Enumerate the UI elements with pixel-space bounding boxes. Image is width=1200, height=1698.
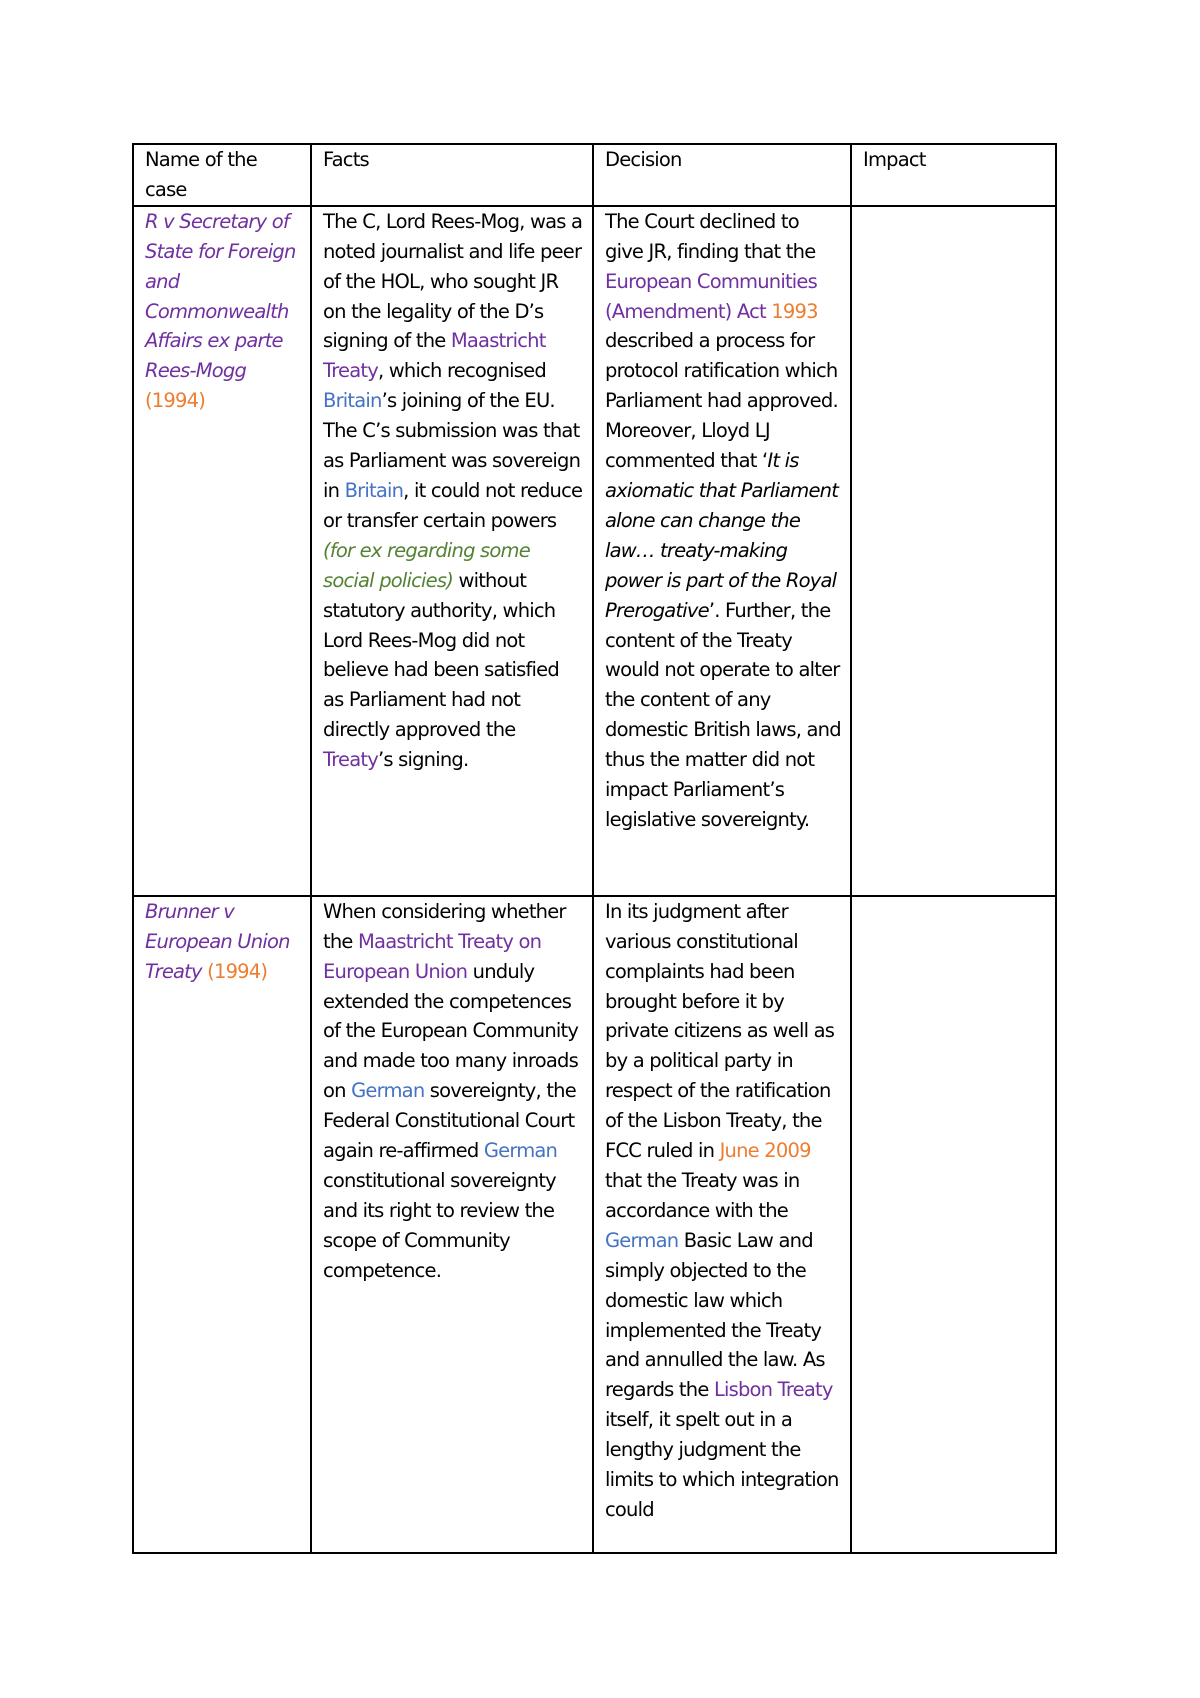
- header-label: Decision: [605, 148, 682, 171]
- text-segment: (for ex regarding some social policies): [323, 538, 530, 592]
- facts-cell: [311, 896, 593, 1553]
- text-segment: Britain: [323, 389, 382, 413]
- text-segment: German: [483, 1139, 558, 1163]
- text-segment: Lisbon Treaty: [713, 1378, 833, 1402]
- case-table: [132, 143, 1057, 1554]
- header-label: Facts: [323, 148, 369, 171]
- text-segment: constitutional sovereignty and its right to review the scope of Community competence.: [323, 1168, 556, 1282]
- text-segment: Maastricht Treaty: [323, 329, 546, 383]
- text-segment: ’s joining of the EU. The C’s submission was that as Parliament was sovereign in: [323, 389, 581, 502]
- decision-cell: [593, 206, 851, 896]
- text-segment: Brunner v European Union Treaty: [145, 899, 290, 983]
- text-segment: (1994): [145, 389, 206, 413]
- header-cell-name: [133, 144, 311, 206]
- impact-cell: [851, 896, 1056, 1553]
- text-segment: itself, it spelt out in a lengthy judgment the limits to which integration could: [605, 1408, 839, 1521]
- text-segment: Britain: [344, 478, 404, 502]
- case-name-cell: [133, 206, 311, 896]
- text-segment: June 2009: [719, 1139, 811, 1163]
- table-row: [133, 206, 1056, 896]
- text-segment: unduly extended the competences of the European Community and made too many inroads on: [323, 959, 579, 1103]
- text-segment: , it could not reduce or transfer certain powers: [323, 478, 583, 532]
- table-header-row: [133, 144, 1056, 206]
- text-segment: In its judgment after various constitutional complaints had been brought before it by private citizens as well as by a political party in respect of the ratification of the Lisbon Treaty, the FCC ruled in: [605, 899, 835, 1163]
- text-segment: The Court declined to give JR, finding that the: [605, 209, 816, 263]
- text-segment: ’. Further, the content of the Treaty would not operate to alter the content of any domestic British laws, and thus the matter did not impact Parliament’s legislative sovereignty.: [605, 598, 841, 831]
- text-segment: Treaty: [323, 748, 378, 772]
- text-segment: European Communities (Amendment) Act: [605, 269, 817, 323]
- header-label: Impact: [863, 148, 926, 171]
- impact-cell: [851, 206, 1056, 896]
- text-segment: 1993: [771, 299, 818, 323]
- header-cell-impact: [851, 144, 1056, 206]
- table-row: [133, 896, 1056, 1553]
- text-segment: Basic Law and simply objected to the domestic law which implemented the Treaty and annulled the law. As regards the: [605, 1228, 825, 1402]
- text-segment: (1994): [207, 959, 268, 983]
- text-segment: , which recognised: [377, 359, 546, 383]
- text-segment: R v Secretary of State for Foreign and Commonwealth Affairs ex parte Rees-Mogg: [145, 209, 296, 383]
- text-segment: ’s signing.: [377, 748, 469, 772]
- header-cell-decision: [593, 144, 851, 206]
- text-segment: When considering whether the: [323, 899, 566, 953]
- facts-cell: [311, 206, 593, 896]
- text-segment: that the Treaty was in accordance with the: [605, 1168, 800, 1222]
- text-segment: described a process for protocol ratification which Parliament had approved. Moreover, Lloyd LJ commented that ‘: [605, 329, 838, 473]
- header-label: Name of the case: [145, 148, 257, 201]
- text-segment: German: [605, 1228, 679, 1252]
- case-name-cell: [133, 896, 311, 1553]
- text-segment: German: [351, 1079, 425, 1103]
- header-cell-facts: [311, 144, 593, 206]
- decision-cell: [593, 896, 851, 1553]
- text-segment: without statutory authority, which Lord Rees-Mog did not believe had been satisfied as Parliament had not directly approved the: [323, 568, 559, 742]
- text-segment: The C, Lord Rees-Mog, was a noted journalist and life peer of the HOL, who sought JR on the legality of the D’s signing of the: [323, 209, 583, 353]
- text-segment: Maastricht Treaty on European Union: [323, 929, 542, 983]
- text-segment: It is axiomatic that Parliament alone can change the law… treaty-making power is part of the Royal Prerogative: [605, 449, 839, 622]
- text-segment: sovereignty, the Federal Constitutional Court again re-affirmed: [323, 1079, 576, 1163]
